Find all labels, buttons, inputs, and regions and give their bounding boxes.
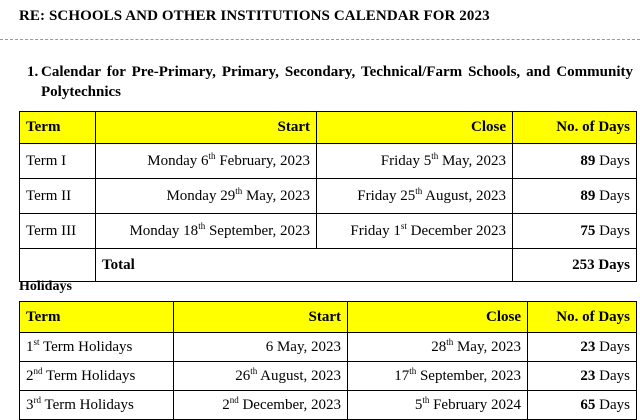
terms-table-header	[20, 112, 637, 144]
document-title: RE: SCHOOLS AND OTHER INSTITUTIONS CALENDAR FOR 2023	[19, 8, 490, 24]
col-header-start: Start	[174, 302, 348, 333]
start-cell: Monday 29th May, 2023	[96, 179, 317, 214]
term-cell: 1st Term Holidays	[20, 333, 174, 362]
total-days: 253 Days	[513, 249, 637, 282]
start-cell: Monday 18th September, 2023	[96, 214, 317, 249]
col-header-close: Close	[317, 112, 513, 144]
col-header-start: Start	[96, 112, 317, 144]
table-row	[20, 144, 637, 179]
header-divider	[0, 39, 640, 40]
holidays-table-header	[20, 302, 637, 333]
close-cell: 5th February 2024	[348, 391, 528, 420]
col-header-close: Close	[348, 302, 528, 333]
table-row	[20, 214, 637, 249]
col-header-days: No. of Days	[528, 302, 637, 333]
start-cell: 26th August, 2023	[174, 362, 348, 391]
close-cell: Friday 1st December 2023	[317, 214, 513, 249]
total-label: Total	[96, 249, 513, 282]
days-cell: 75 Days	[513, 214, 637, 249]
close-cell: Friday 5th May, 2023	[317, 144, 513, 179]
start-cell: 2nd December, 2023	[174, 391, 348, 420]
days-cell: 23 Days	[528, 333, 637, 362]
term-cell: 3rd Term Holidays	[20, 391, 174, 420]
holidays-table	[19, 301, 637, 420]
table-row	[20, 391, 637, 420]
term-cell: Term II	[20, 179, 96, 214]
close-cell: 28th May, 2023	[348, 333, 528, 362]
close-cell: 17th September, 2023	[348, 362, 528, 391]
days-cell: 89 Days	[513, 144, 637, 179]
days-cell: 65 Days	[528, 391, 637, 420]
days-cell: 89 Days	[513, 179, 637, 214]
term-cell: Term I	[20, 144, 96, 179]
section-heading	[27, 62, 633, 102]
col-header-term: Term	[20, 302, 174, 333]
term-cell: 2nd Term Holidays	[20, 362, 174, 391]
table-row	[20, 362, 637, 391]
table-row	[20, 333, 637, 362]
total-blank-cell	[20, 249, 96, 282]
term-cell: Term III	[20, 214, 96, 249]
col-header-days: No. of Days	[513, 112, 637, 144]
total-row	[20, 249, 637, 282]
holidays-heading: Holidays	[19, 279, 72, 294]
col-header-term: Term	[20, 112, 96, 144]
section-number: 1.	[27, 64, 39, 80]
days-cell: 23 Days	[528, 362, 637, 391]
start-cell: 6 May, 2023	[174, 333, 348, 362]
start-cell: Monday 6th February, 2023	[96, 144, 317, 179]
table-row	[20, 179, 637, 214]
close-cell: Friday 25th August, 2023	[317, 179, 513, 214]
terms-table	[19, 111, 637, 282]
section-heading-text: Calendar for Pre-Primary, Primary, Secondary, Technical/Farm Schools, and Community Polytechnics	[41, 64, 633, 100]
